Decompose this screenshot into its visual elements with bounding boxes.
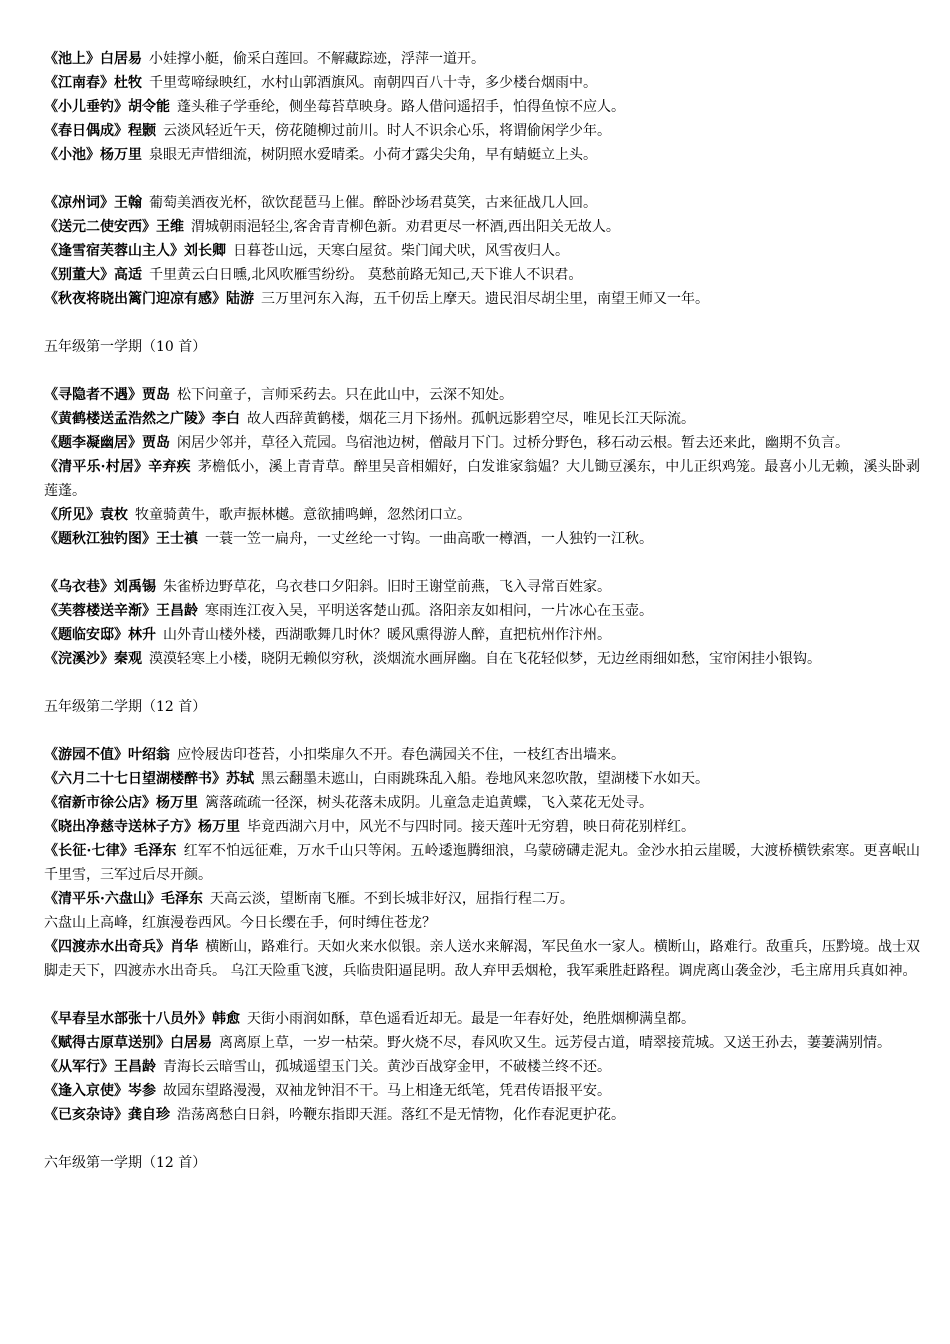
poem-title: 《送元二使安西》 bbox=[44, 219, 156, 235]
poem-heading bbox=[44, 1059, 156, 1075]
poem-entry bbox=[44, 935, 920, 983]
poem-entry bbox=[44, 47, 920, 71]
poem-author: 龚自珍 bbox=[128, 1107, 170, 1123]
poem-author: 贾岛 bbox=[142, 387, 170, 403]
poem-title: 《题李凝幽居》 bbox=[44, 435, 142, 451]
poem-author: 毛泽东 bbox=[134, 843, 177, 859]
poem-text: 天街小雨润如酥，草色遥看近却无。最是一年春好处，绝胜烟柳满皇都。 bbox=[247, 1011, 695, 1027]
poem-author: 王维 bbox=[156, 219, 184, 235]
poem-title: 《所见》 bbox=[44, 507, 100, 523]
poem-title: 《江南春》 bbox=[44, 75, 114, 91]
poem-entry bbox=[44, 623, 920, 647]
paragraph-gap bbox=[44, 983, 920, 1007]
poem-text: 千里黄云白日曛,北风吹雁雪纷纷。 莫愁前路无知己,天下谁人不识君。 bbox=[149, 267, 583, 283]
poem-author: 杜牧 bbox=[114, 75, 142, 91]
poem-text: 浩荡离愁白日斜，吟鞭东指即天涯。落红不是无情物，化作春泥更护花。 bbox=[177, 1107, 625, 1123]
poem-author: 辛弃疾 bbox=[148, 459, 191, 475]
poem-text: 闲居少邻并，草径入荒园。鸟宿池边树，僧敲月下门。过桥分野色，移石动云根。暂去还来此，幽期不负言。 bbox=[177, 435, 849, 451]
poem-title: 《逢雪宿芙蓉山主人》 bbox=[44, 243, 184, 259]
poem-author: 王昌龄 bbox=[156, 603, 198, 619]
poem-text: 葡萄美酒夜光杯，欲饮琵琶马上催。醉卧沙场君莫笑，古来征战几人回。 bbox=[149, 195, 597, 211]
poem-entry bbox=[44, 1031, 920, 1055]
poem-title: 《秋夜将晓出篱门迎凉有感》 bbox=[44, 291, 226, 307]
poem-author: 毛泽东 bbox=[160, 891, 203, 907]
poem-text: 泉眼无声惜细流，树阴照水爱晴柔。小荷才露尖尖角，早有蜻蜓立上头。 bbox=[149, 147, 597, 163]
poem-heading bbox=[44, 939, 198, 955]
poem-heading bbox=[44, 51, 142, 67]
poem-title: 《逢入京使》 bbox=[44, 1083, 128, 1099]
poem-continuation-line: 六盘山上高峰，红旗漫卷西风。今日长缨在手，何时缚住苍龙？ bbox=[44, 915, 436, 931]
poem-heading bbox=[44, 411, 240, 427]
poem-heading bbox=[44, 1107, 170, 1123]
poem-author: 杨万里 bbox=[198, 819, 240, 835]
poem-title: 《别董大》 bbox=[44, 267, 114, 283]
poem-text: 寒雨连江夜入吴，平明送客楚山孤。洛阳亲友如相问，一片冰心在玉壶。 bbox=[205, 603, 653, 619]
poem-heading bbox=[44, 219, 184, 235]
poem-entry bbox=[44, 791, 920, 815]
poem-heading bbox=[44, 627, 156, 643]
poem-author: 王昌龄 bbox=[114, 1059, 156, 1075]
poem-heading bbox=[44, 891, 203, 907]
poem-title: 《芙蓉楼送辛渐》 bbox=[44, 603, 156, 619]
poem-title: 《清平乐·村居》 bbox=[44, 459, 149, 475]
paragraph-gap bbox=[44, 167, 920, 191]
poem-text: 应怜屐齿印苍苔，小扣柴扉久不开。春色满园关不住，一枝红杏出墙来。 bbox=[177, 747, 625, 763]
poem-title: 《晓出净慈寺送林子方》 bbox=[44, 819, 198, 835]
poem-entry bbox=[44, 407, 920, 431]
poem-heading bbox=[44, 267, 142, 283]
poem-heading bbox=[44, 75, 142, 91]
paragraph-gap bbox=[44, 1127, 920, 1151]
poem-author: 苏轼 bbox=[226, 771, 254, 787]
poem-entry bbox=[44, 1103, 920, 1127]
poem-entry bbox=[44, 71, 920, 95]
poem-text: 离离原上草，一岁一枯荣。野火烧不尽，春风吹又生。远芳侵古道，晴翠接荒城。又送王孙去，萋萋满别情。 bbox=[219, 1035, 891, 1051]
poem-text: 横断山，路难行。天如火来水似银。亲人送水来解渴，军民鱼水一家人。横断山，路难行。敌重兵，压黔境。战士双脚走天下，四渡赤水出奇兵。 乌江天险重飞渡，兵临贵阳逼昆明。敌人弃甲丢烟枪，我军乘胜赶路程。调虎离山袭金沙，毛主席用兵真如神。 bbox=[44, 939, 921, 979]
poem-title: 《从军行》 bbox=[44, 1059, 114, 1075]
poem-heading bbox=[44, 1035, 212, 1051]
poem-text: 朱雀桥边野草花，乌衣巷口夕阳斜。旧时王谢堂前燕，飞入寻常百姓家。 bbox=[163, 579, 611, 595]
poem-text: 黑云翻墨未遮山，白雨跳珠乱入船。卷地风来忽吹散，望湖楼下水如天。 bbox=[261, 771, 709, 787]
poem-entry bbox=[44, 191, 920, 215]
poem-title: 《题临安邸》 bbox=[44, 627, 128, 643]
poem-text: 一蓑一笠一扁舟，一丈丝纶一寸钩。一曲高歌一樽酒，一人独钓一江秋。 bbox=[205, 531, 653, 547]
poem-entry bbox=[44, 119, 920, 143]
poem-author: 岑参 bbox=[128, 1083, 156, 1099]
poem-title: 《黄鹤楼送孟浩然之广陵》 bbox=[44, 411, 212, 427]
poem-author: 袁枚 bbox=[100, 507, 128, 523]
poem-text: 红军不怕远征难，万水千山只等闲。五岭逶迤腾细浪，乌蒙磅礴走泥丸。金沙水拍云崖暖，大渡桥横铁索寒。更喜岷山千里雪，三军过后尽开颜。 bbox=[44, 843, 921, 883]
paragraph-gap bbox=[44, 359, 920, 383]
poem-author: 刘长卿 bbox=[184, 243, 226, 259]
poem-entry bbox=[44, 143, 920, 167]
poem-text: 千里莺啼绿映红，水村山郭酒旗风。南朝四百八十寺，多少楼台烟雨中。 bbox=[149, 75, 597, 91]
poem-heading bbox=[44, 123, 156, 139]
section-heading: 五年级第一学期（10 首） bbox=[44, 339, 207, 355]
poem-heading bbox=[44, 435, 170, 451]
poem-entry bbox=[44, 503, 920, 527]
poem-author: 秦观 bbox=[114, 651, 142, 667]
poem-author: 林升 bbox=[128, 627, 156, 643]
poem-title: 《浣溪沙》 bbox=[44, 651, 114, 667]
poem-text: 日暮苍山远，天寒白屋贫。柴门闻犬吠，风雪夜归人。 bbox=[233, 243, 569, 259]
poem-heading bbox=[44, 579, 156, 595]
poem-entry bbox=[44, 383, 920, 407]
paragraph-gap bbox=[44, 311, 920, 335]
poem-title: 《题秋江独钓图》 bbox=[44, 531, 156, 547]
poem-title: 《池上》 bbox=[44, 51, 100, 67]
poem-entry bbox=[44, 599, 920, 623]
poem-entry bbox=[44, 1055, 920, 1079]
poem-heading bbox=[44, 291, 254, 307]
poem-text: 篱落疏疏一径深，树头花落未成阴。儿童急走追黄蝶，飞入菜花无处寻。 bbox=[205, 795, 653, 811]
poem-entry bbox=[44, 647, 920, 671]
poem-heading bbox=[44, 459, 191, 475]
poem-author: 贾岛 bbox=[142, 435, 170, 451]
poem-title: 《游园不值》 bbox=[44, 747, 128, 763]
poem-author: 杨万里 bbox=[156, 795, 198, 811]
poem-author: 陆游 bbox=[226, 291, 254, 307]
poem-title: 《赋得古原草送别》 bbox=[44, 1035, 170, 1051]
poem-heading bbox=[44, 795, 198, 811]
poem-heading bbox=[44, 387, 170, 403]
poem-entry bbox=[44, 287, 920, 311]
poem-heading bbox=[44, 651, 142, 667]
poem-heading bbox=[44, 243, 226, 259]
poem-author: 胡令能 bbox=[128, 99, 170, 115]
poem-heading bbox=[44, 531, 198, 547]
poem-entry bbox=[44, 839, 920, 887]
poem-heading bbox=[44, 603, 198, 619]
poem-text: 天高云淡，望断南飞雁。不到长城非好汉，屈指行程二万。 bbox=[209, 891, 574, 907]
poem-entry bbox=[44, 1007, 920, 1031]
poem-title: 《六月二十七日望湖楼醉书》 bbox=[44, 771, 226, 787]
poem-title: 《寻隐者不遇》 bbox=[44, 387, 142, 403]
paragraph-gap bbox=[44, 671, 920, 695]
poem-entry bbox=[44, 455, 920, 503]
poem-title: 《宿新市徐公店》 bbox=[44, 795, 156, 811]
poem-author: 王翰 bbox=[114, 195, 142, 211]
poem-author: 肖华 bbox=[170, 939, 199, 955]
poem-entry bbox=[44, 575, 920, 599]
poem-text: 三万里河东入海，五千仞岳上摩天。遗民泪尽胡尘里，南望王师又一年。 bbox=[261, 291, 709, 307]
poem-text: 小娃撑小艇，偷采白莲回。不解藏踪迹，浮萍一道开。 bbox=[149, 51, 485, 67]
poem-entry bbox=[44, 263, 920, 287]
poem-title: 《清平乐·六盘山》 bbox=[44, 891, 161, 907]
poem-title: 《早春呈水部张十八员外》 bbox=[44, 1011, 212, 1027]
poem-heading bbox=[44, 195, 142, 211]
poem-entry bbox=[44, 743, 920, 767]
poem-title: 《小儿垂钓》 bbox=[44, 99, 128, 115]
poem-heading bbox=[44, 99, 170, 115]
poem-author: 王士禛 bbox=[156, 531, 198, 547]
poem-text: 蓬头稚子学垂纶，侧坐莓苔草映身。路人借问遥招手，怕得鱼惊不应人。 bbox=[177, 99, 625, 115]
poem-text: 渭城朝雨浥轻尘,客舍青青柳色新。劝君更尽一杯酒,西出阳关无故人。 bbox=[191, 219, 620, 235]
poem-heading bbox=[44, 1083, 156, 1099]
poem-entry bbox=[44, 527, 920, 551]
poem-text: 云淡风轻近午天，傍花随柳过前川。时人不识余心乐，将谓偷闲学少年。 bbox=[163, 123, 611, 139]
poem-entry bbox=[44, 767, 920, 791]
poem-author: 白居易 bbox=[170, 1035, 212, 1051]
poem-author: 高适 bbox=[114, 267, 142, 283]
poem-text: 山外青山楼外楼，西湖歌舞几时休？暖风熏得游人醉，直把杭州作汴州。 bbox=[163, 627, 611, 643]
poem-entry bbox=[44, 887, 920, 911]
poem-heading bbox=[44, 1011, 240, 1027]
poem-title: 《凉州词》 bbox=[44, 195, 114, 211]
poem-title: 《小池》 bbox=[44, 147, 100, 163]
section-heading: 六年级第一学期（12 首） bbox=[44, 1155, 207, 1171]
paragraph-gap bbox=[44, 719, 920, 743]
poem-author: 李白 bbox=[212, 411, 240, 427]
poem-entry bbox=[44, 215, 920, 239]
poem-text: 漠漠轻寒上小楼，晓阴无赖似穷秋，淡烟流水画屏幽。自在飞花轻似梦，无边丝雨细如愁，宝帘闲挂小银钩。 bbox=[149, 651, 821, 667]
poem-text: 毕竟西湖六月中，风光不与四时同。接天莲叶无穷碧，映日荷花别样红。 bbox=[247, 819, 695, 835]
poem-text: 青海长云暗雪山，孤城遥望玉门关。黄沙百战穿金甲，不破楼兰终不还。 bbox=[163, 1059, 611, 1075]
poem-author: 杨万里 bbox=[100, 147, 142, 163]
paragraph-gap bbox=[44, 551, 920, 575]
poem-title: 《长征·七律》 bbox=[44, 843, 135, 859]
poem-text: 松下问童子，言师采药去。只在此山中，云深不知处。 bbox=[177, 387, 513, 403]
poem-text: 故园东望路漫漫，双袖龙钟泪不干。马上相逢无纸笔，凭君传语报平安。 bbox=[163, 1083, 611, 1099]
poem-heading bbox=[44, 507, 128, 523]
poem-author: 韩愈 bbox=[212, 1011, 240, 1027]
poem-entry bbox=[44, 815, 920, 839]
poem-title: 《春日偶成》 bbox=[44, 123, 128, 139]
poem-title: 《乌衣巷》 bbox=[44, 579, 114, 595]
poem-heading bbox=[44, 147, 142, 163]
poem-author: 白居易 bbox=[100, 51, 142, 67]
poem-title: 《已亥杂诗》 bbox=[44, 1107, 128, 1123]
poem-text: 故人西辞黄鹤楼，烟花三月下扬州。孤帆远影碧空尽，唯见长江天际流。 bbox=[247, 411, 695, 427]
poem-author: 程颢 bbox=[128, 123, 156, 139]
poem-author: 叶绍翁 bbox=[128, 747, 170, 763]
poem-entry bbox=[44, 1079, 920, 1103]
poem-heading bbox=[44, 747, 170, 763]
poem-heading bbox=[44, 819, 240, 835]
poem-entry bbox=[44, 431, 920, 455]
poem-heading bbox=[44, 771, 254, 787]
poem-heading bbox=[44, 843, 177, 859]
poem-title: 《四渡赤水出奇兵》 bbox=[44, 939, 171, 955]
poem-author: 刘禹锡 bbox=[114, 579, 156, 595]
poem-text: 牧童骑黄牛，歌声振林樾。意欲捕鸣蝉，忽然闭口立。 bbox=[135, 507, 471, 523]
poem-entry bbox=[44, 239, 920, 263]
section-heading: 五年级第二学期（12 首） bbox=[44, 699, 207, 715]
poem-text: 茅檐低小，溪上青青草。醉里吴音相媚好，白发谁家翁媪？大儿锄豆溪东，中儿正织鸡笼。最喜小儿无赖，溪头卧剥莲蓬。 bbox=[44, 459, 921, 499]
poem-entry bbox=[44, 95, 920, 119]
